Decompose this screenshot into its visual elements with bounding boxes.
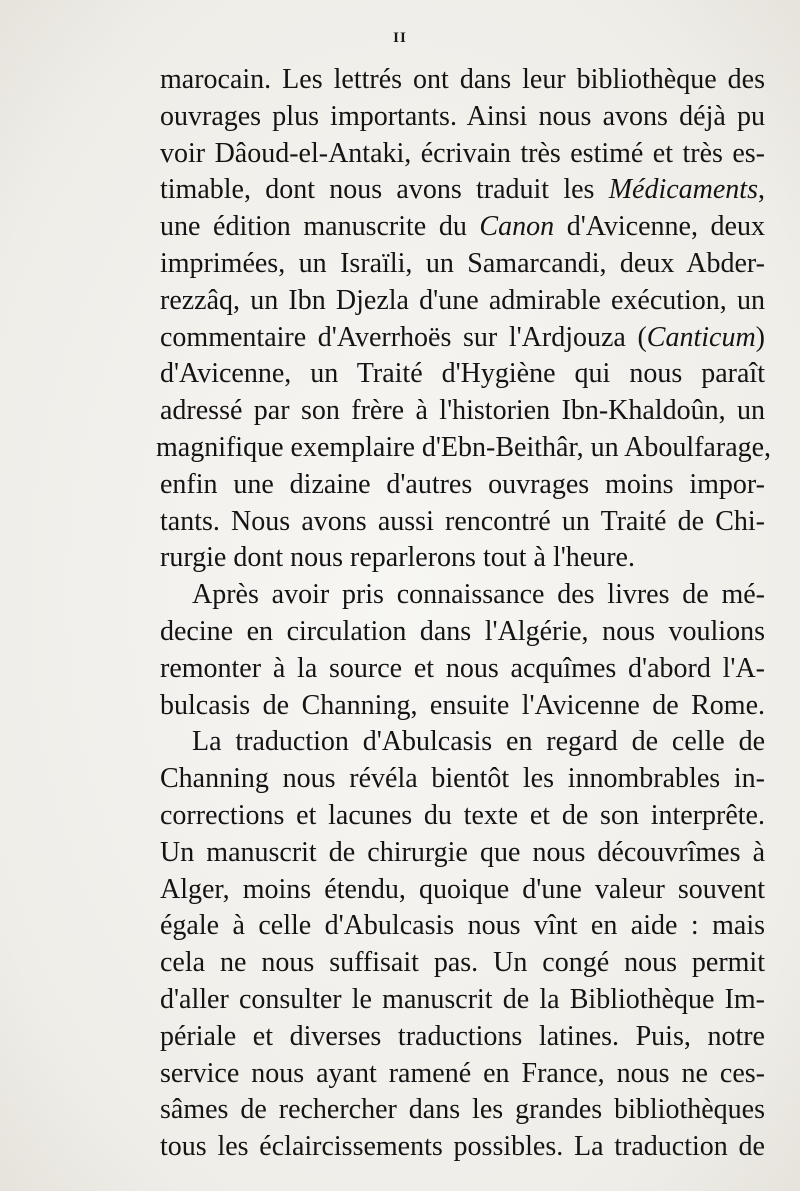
- text-line: tous les éclaircissements possibles. La traduction de: [160, 1131, 765, 1163]
- text-line: cela ne nous suffisait pas. Un congé nous permit: [160, 947, 765, 979]
- text-line: tants. Nous avons aussi rencontré un Traité de Chi-: [160, 505, 765, 537]
- text-line: La traduction d'Abulcasis en regard de celle de: [192, 726, 765, 758]
- text-line: d'aller consulter le manuscrit de la Bibliothèque Im-: [160, 983, 765, 1015]
- body-text: [156, 62, 772, 1166]
- text-line: voir Dâoud-el-Antaki, écrivain très estimé et très es-: [160, 137, 765, 169]
- text-line: sâmes de rechercher dans les grandes bibliothèques: [160, 1094, 765, 1126]
- text-line: Channing nous révéla bientôt les innombrables in-: [160, 763, 765, 795]
- text-line: bulcasis de Channing, ensuite l'Avicenne de Rome.: [160, 689, 765, 721]
- text-line: decine en circulation dans l'Algérie, nous voulions: [160, 615, 765, 647]
- text-line: périale et diverses traductions latines. Puis, notre: [160, 1020, 765, 1052]
- text-line: d'Avicenne, un Traité d'Hygiène qui nous paraît: [160, 358, 765, 390]
- text-line: égale à celle d'Abulcasis nous vînt en aide : mais: [160, 910, 765, 942]
- text-line: une édition manuscrite du Canon d'Avicenne, deux: [160, 211, 765, 243]
- text-line: remonter à la source et nous acquîmes d'abord l'A-: [160, 652, 765, 684]
- text-line: Alger, moins étendu, quoique d'une valeur souvent: [160, 873, 765, 905]
- text-line: enfin une dizaine d'autres ouvrages moins impor-: [160, 468, 765, 500]
- text-line: rurgie dont nous reparlerons tout à l'heure.: [160, 542, 635, 574]
- text-line: timable, dont nous avons traduit les Médicaments,: [160, 174, 765, 206]
- text-line: imprimées, un Israïli, un Samarcandi, deux Abder-: [160, 247, 765, 279]
- text-line: rezzâq, un Ibn Djezla d'une admirable exécution, un: [160, 284, 765, 316]
- text-line: Après avoir pris connaissance des livres de mé-: [192, 579, 765, 611]
- text-line: service nous ayant ramené en France, nous ne ces-: [160, 1057, 765, 1089]
- text-line: adressé par son frère à l'historien Ibn-Khaldoûn, un: [160, 395, 765, 427]
- text-line: corrections et lacunes du texte et de son interprête.: [160, 799, 765, 831]
- text-line: marocain. Les lettrés ont dans leur bibliothèque des: [160, 64, 765, 95]
- text-line: magnifique exemplaire d'Ebn-Beithâr, un Aboulfarage,: [156, 431, 772, 463]
- text-line: ouvrages plus importants. Ainsi nous avons déjà pu: [160, 100, 765, 132]
- text-line: commentaire d'Averrhoës sur l'Ardjouza (Canticum): [160, 321, 765, 353]
- text-line: Un manuscrit de chirurgie que nous découvrîmes à: [160, 836, 765, 868]
- page-number: II: [393, 30, 407, 46]
